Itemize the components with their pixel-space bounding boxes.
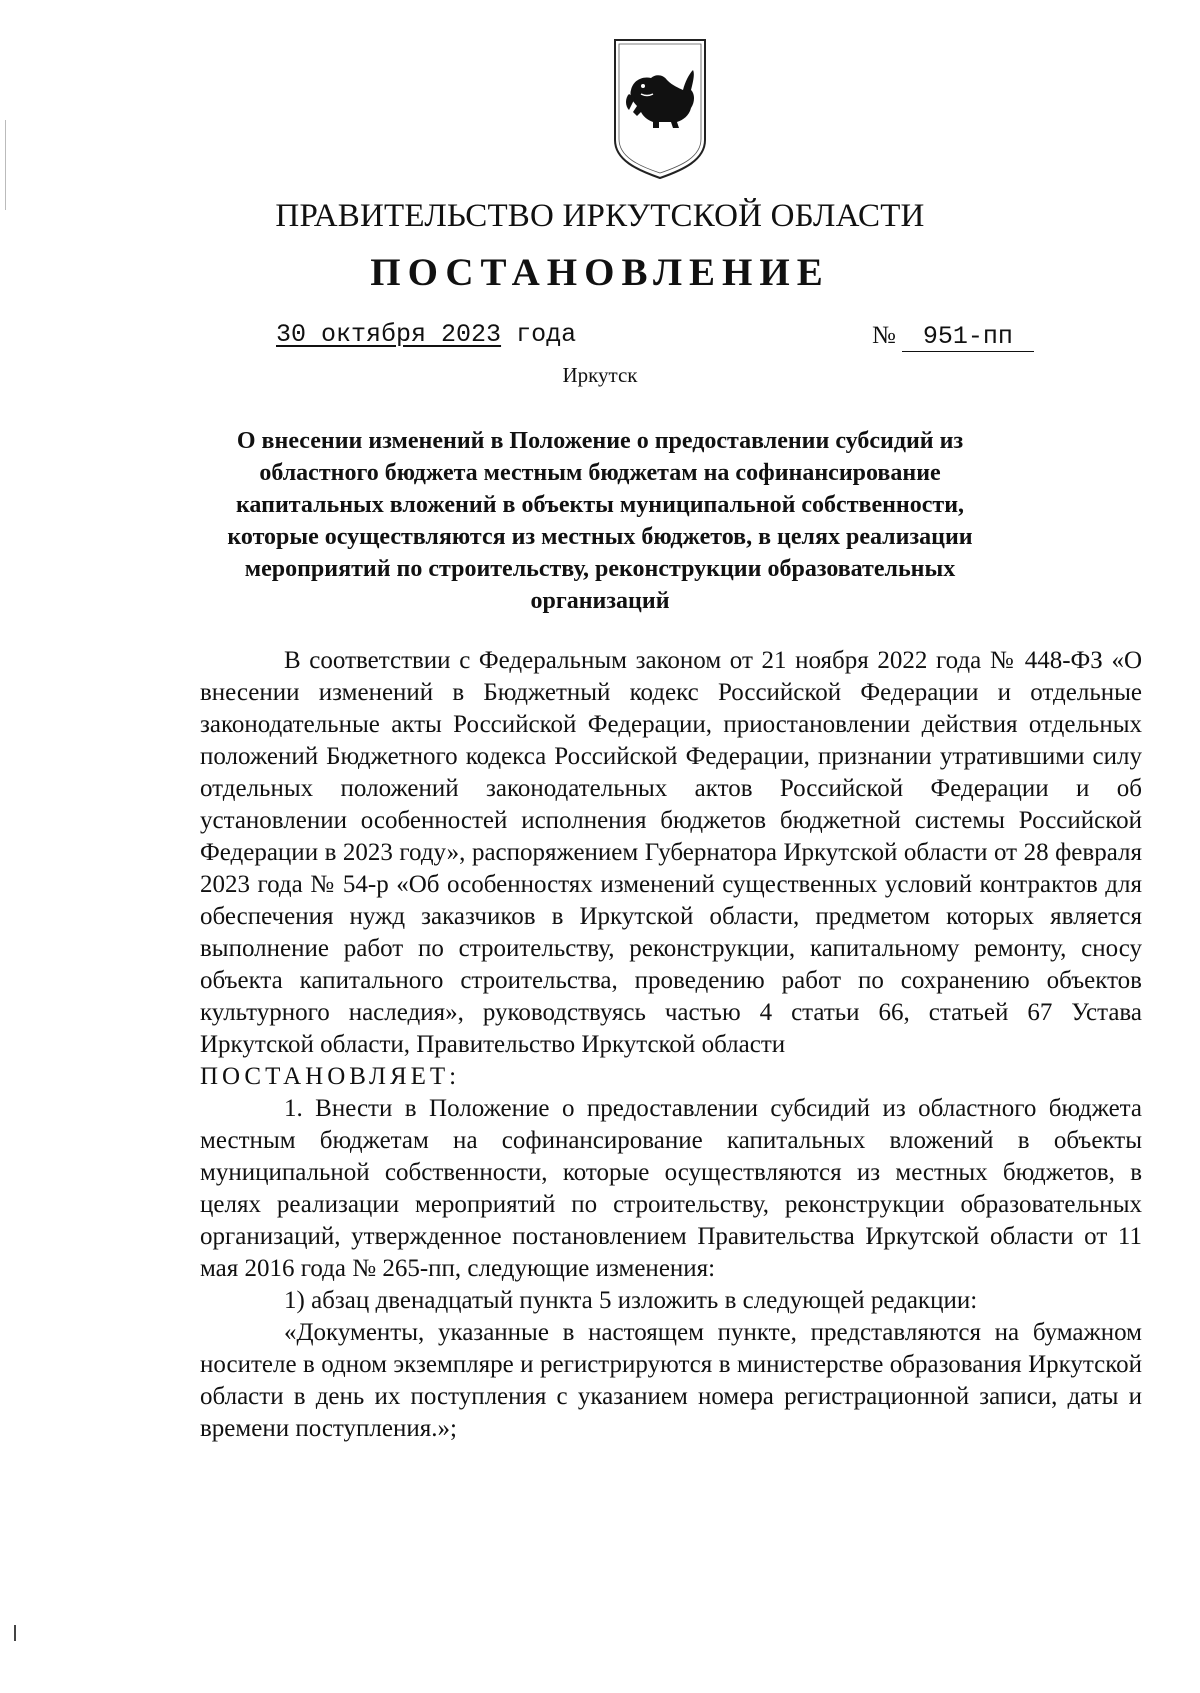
- date-suffix: года: [516, 320, 577, 349]
- number-sign: №: [872, 322, 896, 349]
- document-number: [872, 322, 1034, 352]
- number-value: 951-пп: [902, 322, 1034, 352]
- coat-of-arms-icon: [611, 36, 709, 182]
- city-name: Иркутск: [562, 363, 638, 387]
- document-subject: О внесении изменений в Положение о предоставлении субсидий из областного бюджета местным бюджетам на софинансирование капитальных вложений в объекты муниципальной собственности, которые осуществляются из местных бюджетов, в целях реализации мероприятий по строительству, реконструкции образовательных организаций: [227, 428, 973, 614]
- item-1-paragraph: 1. Внести в Положение о предоставлении субсидий из областного бюджета местным бюджетам на софинансирование капитальных вложений в объекты муниципальной собственности, которые осуществляются из местных бюджетов, в целях реализации мероприятий по строительству, реконструкции образовательных организаций, утвержденное постановлением Правительства Иркутской области от 11 мая 2016 года № 265-пп, следующие изменения:: [200, 1095, 1142, 1282]
- scan-mark: [14, 1625, 16, 1641]
- document-date: [276, 320, 576, 349]
- quote-paragraph: «Документы, указанные в настоящем пункте, представляются на бумажном носителе в одном экземпляре и регистрируются в министерстве образования Иркутской области в день их поступления с указанием номера регистрационной записи, даты и времени поступления.»;: [200, 1319, 1142, 1442]
- date-value: 30 октября 2023: [276, 320, 502, 349]
- preamble-paragraph: В соответствии с Федеральным законом от 21 ноября 2022 года № 448-ФЗ «О внесении изменений в Бюджетный кодекс Российской Федерации и отдельные законодательные акты Российской Федерации, приостановлении действия отдельных положений Бюджетного кодекса Российской Федерации, признании утратившими силу отдельных положений законодательных актов Российской Федерации и об установлении особенностей исполнения бюджетов бюджетной системы Российской Федерации в 2023 году», распоряжением Губернатора Иркутской области от 28 февраля 2023 года № 54-р «Об особенностях изменений существенных условий контрактов для обеспечения нужд заказчиков в Иркутской области, предметом которых является выполнение работ по строительству, реконструкции, капитальному ремонту, сносу объекта капитального строительства, проведению работ по сохранению объектов культурного наследия», руководствуясь частью 4 статьи 66, статьей 67 Устава Иркутской области, Правительство Иркутской области: [200, 647, 1142, 1058]
- document-type-title: ПОСТАНОВЛЕНИЕ: [370, 251, 830, 294]
- decree-word: ПОСТАНОВЛЯЕТ:: [200, 1063, 461, 1090]
- subitem-1-paragraph: 1) абзац двенадцатый пункта 5 изложить в следующей редакции:: [284, 1287, 978, 1314]
- scan-mark: [5, 120, 6, 210]
- document-body: [200, 645, 1142, 1445]
- government-title: ПРАВИТЕЛЬСТВО ИРКУТСКОЙ ОБЛАСТИ: [275, 198, 925, 234]
